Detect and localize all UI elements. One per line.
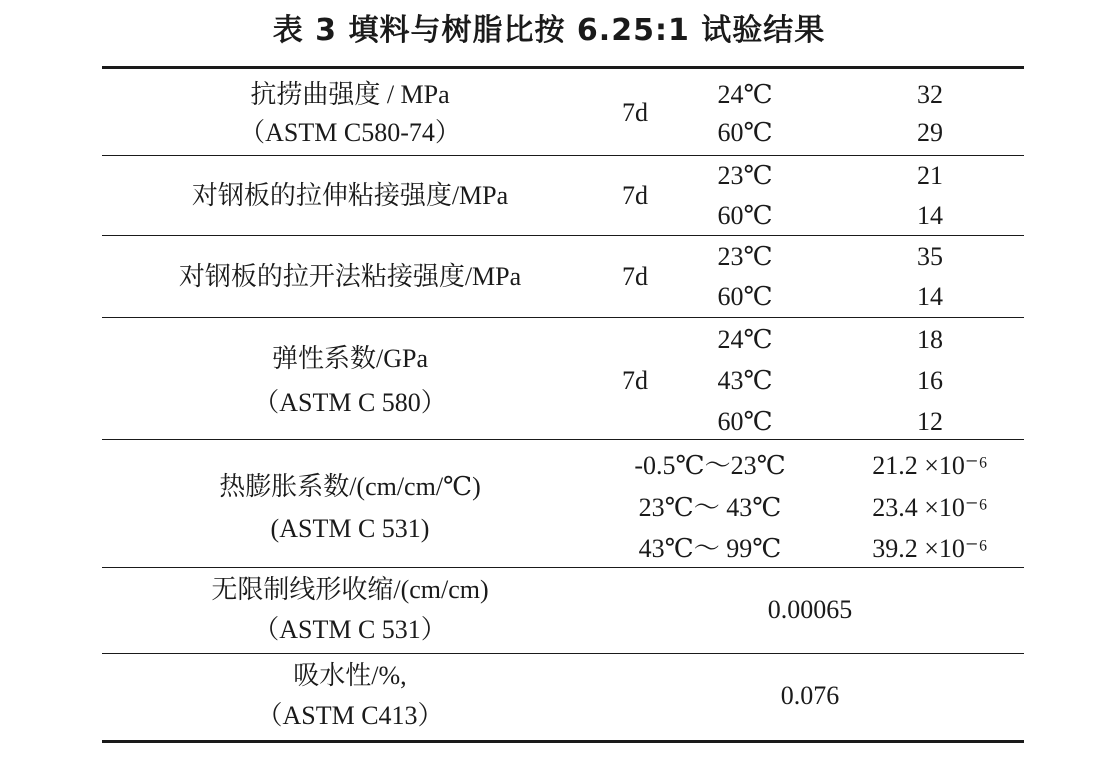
table-caption: 表 3 填料与树脂比按 6.25:1 试验结果 (272, 13, 826, 48)
property-label: 吸水性/%, (293, 661, 407, 690)
test-value: 18 (917, 325, 943, 354)
test-value: 21 (917, 161, 943, 190)
test-condition: 60℃ (717, 118, 773, 147)
temperature-range: -0.5℃～23℃ (634, 451, 786, 480)
expansion-coefficient: 39.2 ×10⁻⁶ (872, 534, 988, 563)
test-value: 32 (917, 80, 943, 109)
property-label: 无限制线形收缩/(cm/cm) (211, 575, 489, 604)
row-divider (102, 235, 1024, 236)
curing-age: 7d (622, 366, 648, 395)
property-label: 抗捞曲强度 / MPa (250, 80, 450, 109)
test-condition: 60℃ (717, 201, 773, 230)
test-value: 12 (917, 407, 943, 436)
property-label: 热膨胀系数/(cm/cm/℃) (219, 472, 481, 501)
property-standard: （ASTM C 531） (253, 615, 447, 644)
test-condition: 60℃ (717, 407, 773, 436)
property-standard: （ASTM C413） (256, 701, 444, 730)
curing-age: 7d (622, 98, 648, 127)
row-divider (102, 439, 1024, 440)
test-value: 14 (917, 201, 943, 230)
table-top-rule (102, 66, 1024, 69)
row-divider (102, 317, 1024, 318)
merged-value: 0.00065 (767, 595, 853, 624)
property-label: 对钢板的拉开法粘接强度/MPa (178, 262, 522, 291)
test-value: 16 (917, 366, 943, 395)
expansion-coefficient: 23.4 ×10⁻⁶ (872, 493, 988, 522)
table-bottom-rule (102, 740, 1024, 743)
test-value: 29 (917, 118, 943, 147)
test-value: 35 (917, 242, 943, 271)
property-standard: （ASTM C 580） (253, 388, 447, 417)
temperature-range: 43℃～ 99℃ (638, 534, 782, 563)
row-divider (102, 653, 1024, 654)
expansion-coefficient: 21.2 ×10⁻⁶ (872, 451, 988, 480)
temperature-range: 23℃～ 43℃ (638, 493, 782, 522)
property-label: 对钢板的拉伸粘接强度/MPa (191, 181, 509, 210)
merged-value: 0.076 (780, 681, 840, 710)
row-divider (102, 567, 1024, 568)
curing-age: 7d (622, 181, 648, 210)
row-divider (102, 155, 1024, 156)
curing-age: 7d (622, 262, 648, 291)
property-standard: (ASTM C 531) (270, 514, 430, 543)
property-label: 弹性系数/GPa (271, 344, 428, 373)
test-condition: 43℃ (717, 366, 773, 395)
test-condition: 24℃ (717, 80, 773, 109)
test-condition: 24℃ (717, 325, 773, 354)
property-standard: （ASTM C580-74） (239, 118, 461, 147)
test-condition: 60℃ (717, 282, 773, 311)
test-value: 14 (917, 282, 943, 311)
test-condition: 23℃ (717, 161, 773, 190)
test-condition: 23℃ (717, 242, 773, 271)
